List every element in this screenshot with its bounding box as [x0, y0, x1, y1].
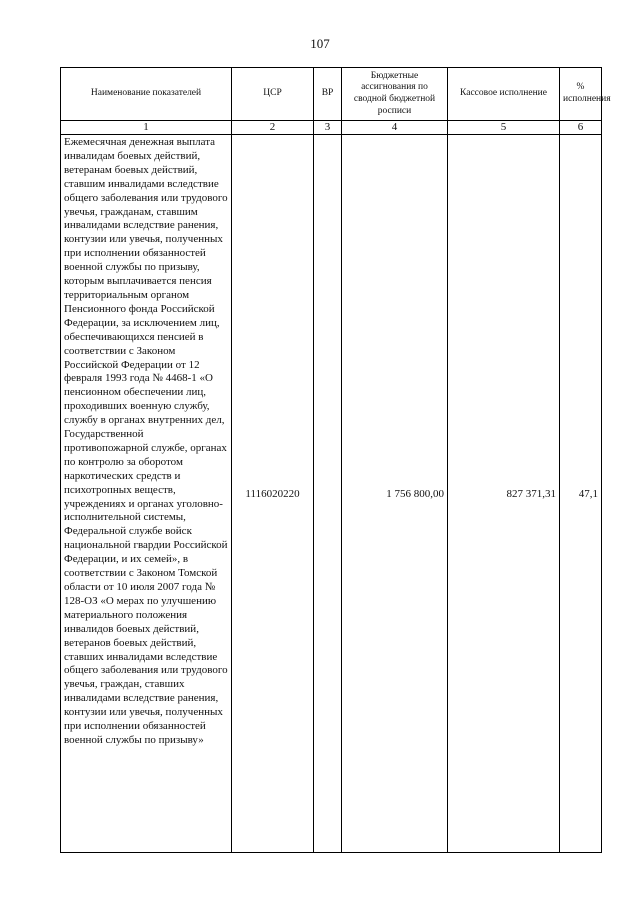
column-number: 1	[61, 121, 232, 135]
budget-allocation-cell: 1 756 800,00	[342, 135, 448, 853]
column-number: 4	[342, 121, 448, 135]
column-number: 3	[314, 121, 342, 135]
vr-cell	[314, 135, 342, 853]
column-number: 5	[448, 121, 560, 135]
header-csr: ЦСР	[232, 68, 314, 121]
header-name: Наименование показателей	[61, 68, 232, 121]
budget-execution-table	[60, 67, 611, 853]
csr-cell: 1116020220	[232, 135, 314, 853]
header-cash: Кассовое исполнение	[448, 68, 560, 121]
table-row	[61, 135, 602, 853]
header-budget: Бюджетные ассигнования по сводной бюджетной росписи	[342, 68, 448, 121]
column-number-row	[61, 121, 602, 135]
execution-percent-cell: 47,1	[560, 135, 602, 853]
header-vr: ВР	[314, 68, 342, 121]
column-number: 2	[232, 121, 314, 135]
page-number: 107	[310, 36, 330, 51]
cash-execution-cell: 827 371,31	[448, 135, 560, 853]
header-percent: % исполнения	[560, 68, 602, 121]
column-number: 6	[560, 121, 602, 135]
header-row	[61, 68, 602, 121]
indicator-name-cell: Ежемесячная денежная выплата инвалидам боевых действий, ветеранам боевых действий, ставшим инвалидами вследствие общего заболевания или трудового увечья, гражданам, ставшим инвалидами вследствие ранения, контузии или увечья, полученных при исполнении обязанностей военной службы по призыву, которым выплачивается пенсия территориальным органом Пенсионного фонда Российской Федерации, за исключением лиц, обеспечивающихся пенсией в соответствии с Законом Российской Федерации от 12 февраля 1993 года № 4468-1 «О пенсионном обеспечении лиц, проходивших военную службу, службу в органах внутренних дел, Государственной противопожарной службе, органах по контролю за оборотом наркотических средств и психотропных веществ, учреждениях и органах уголовно-исполнительной системы, Федеральной службе войск национальной гвардии Российской Федерации, и их семей», в соответствии с Законом Томской области от 10 июля 2007 года № 128-ОЗ «О мерах по улучшению материального положения инвалидов боевых действий, ветеранов боевых действий, ставших инвалидами вследствие общего заболевания или трудового увечья, граждан, ставших инвалидами вследствие ранения, контузии или увечья, полученных при исполнении обязанностей военной службы по призыву»	[61, 135, 232, 853]
